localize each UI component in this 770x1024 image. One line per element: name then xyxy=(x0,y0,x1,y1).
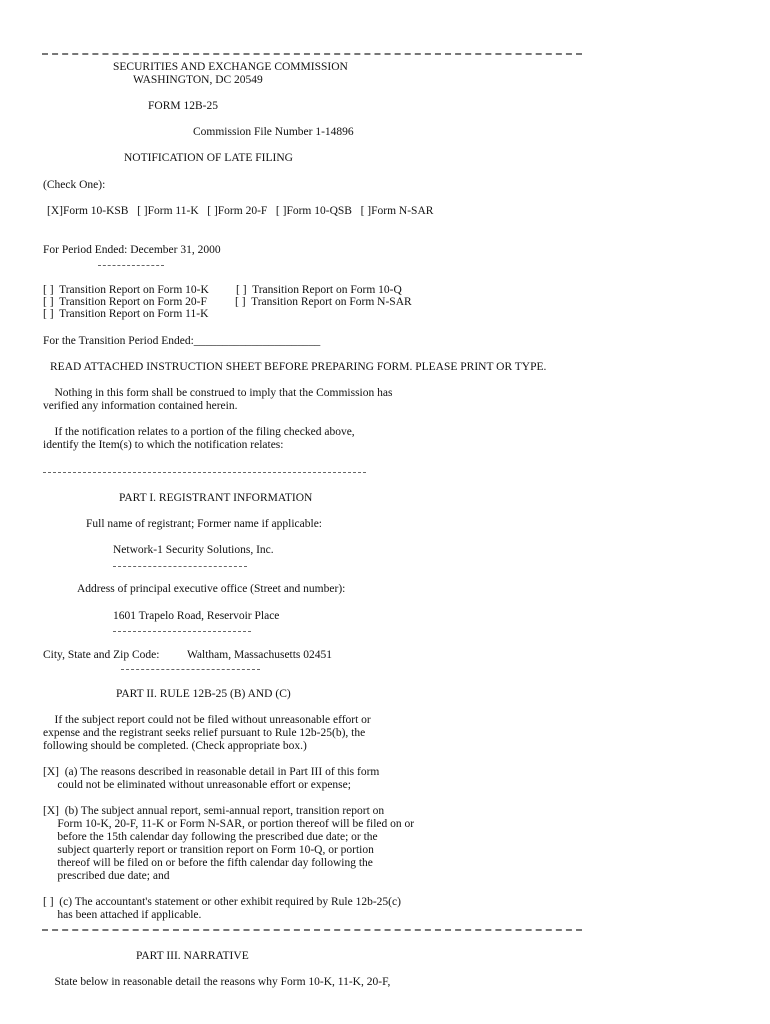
portion-line-1: If the notification relates to a portion of the filing checked above, xyxy=(43,426,355,438)
part2-intro-2: expense and the registrant seeks relief pursuant to Rule 12b-25(b), the xyxy=(43,727,366,739)
agency-name: SECURITIES AND EXCHANGE COMMISSION xyxy=(113,61,348,73)
part2-b-line-6: prescribed due date; and xyxy=(43,870,170,882)
transition-period-ended: For the Transition Period Ended:______________________ xyxy=(43,335,321,347)
address-value: 1601 Trapelo Road, Reservoir Place xyxy=(113,610,280,622)
disclaimer-line-1: Nothing in this form shall be construed to imply that the Commission has xyxy=(43,387,393,399)
instruction-notice: READ ATTACHED INSTRUCTION SHEET BEFORE PREPARING FORM. PLEASE PRINT OR TYPE. xyxy=(50,361,547,373)
part2-c-line-2: has been attached if applicable. xyxy=(43,909,202,921)
transition-10q: [ ] Transition Report on Form 10-Q xyxy=(236,284,402,296)
form-number: FORM 12B-25 xyxy=(148,100,218,112)
part3-line-1: State below in reasonable detail the reasons why Form 10-K, 11-K, 20-F, xyxy=(43,976,391,988)
document-title: NOTIFICATION OF LATE FILING xyxy=(124,152,293,164)
address-label: Address of principal executive office (Street and number): xyxy=(77,583,346,595)
part2-a-line-1: [X] (a) The reasons described in reasonable detail in Part III of this form xyxy=(43,766,380,778)
part2-a-line-2: could not be eliminated without unreasonable effort or expense; xyxy=(43,779,351,791)
transition-nsar: [ ] Transition Report on Form N-SAR xyxy=(235,296,412,308)
portion-line-2: identify the Item(s) to which the notification relates: xyxy=(43,439,284,451)
mid-rule xyxy=(42,929,582,931)
transition-10k: [ ] Transition Report on Form 10-K xyxy=(43,284,209,296)
part2-b-line-3: before the 15th calendar day following the prescribed due date; or the xyxy=(43,831,378,843)
part2-b-line-1: [X] (b) The subject annual report, semi-annual report, transition report on xyxy=(43,805,385,817)
part2-intro-3: following should be completed. (Check appropriate box.) xyxy=(43,740,307,752)
part3-title: PART III. NARRATIVE xyxy=(136,950,249,962)
city-label: City, State and Zip Code: xyxy=(43,649,160,661)
part2-b-line-2: Form 10-K, 20-F, 11-K or Form N-SAR, or portion thereof will be filed on or xyxy=(43,818,415,830)
agency-location: WASHINGTON, DC 20549 xyxy=(133,74,263,86)
transition-20f: [ ] Transition Report on Form 20-F xyxy=(43,296,207,308)
registrant-name-underline xyxy=(113,566,247,567)
part2-b-line-4: subject quarterly report or transition report on Form 10-Q, or portion xyxy=(43,844,374,856)
disclaimer-line-2: verified any information contained herein. xyxy=(43,400,238,412)
check-one-label: (Check One): xyxy=(43,179,106,191)
part2-b-line-5: thereof will be filed on or before the fifth calendar day following the xyxy=(43,857,373,869)
period-ended: For Period Ended: December 31, 2000 xyxy=(43,244,221,256)
section-divider xyxy=(43,472,366,473)
form-type-options: [X]Form 10-KSB [ ]Form 11-K [ ]Form 20-F [ ]Form 10-QSB [ ]Form N-SAR xyxy=(47,205,434,217)
part2-c-line-1: [ ] (c) The accountant's statement or other exhibit required by Rule 12b-25(c) xyxy=(43,896,401,908)
commission-file-number: Commission File Number 1-14896 xyxy=(193,126,354,138)
transition-11k: [ ] Transition Report on Form 11-K xyxy=(43,308,209,320)
address-underline xyxy=(113,631,251,632)
city-value: Waltham, Massachusetts 02451 xyxy=(187,649,333,661)
top-rule xyxy=(42,53,582,55)
registrant-name-label: Full name of registrant; Former name if applicable: xyxy=(86,518,322,530)
part2-intro-1: If the subject report could not be filed without unreasonable effort or xyxy=(43,714,371,726)
part2-title: PART II. RULE 12B-25 (B) AND (C) xyxy=(116,688,291,700)
period-underline xyxy=(98,265,164,266)
registrant-name-value: Network-1 Security Solutions, Inc. xyxy=(113,544,274,556)
city-underline xyxy=(121,669,260,670)
part1-title: PART I. REGISTRANT INFORMATION xyxy=(119,492,313,504)
